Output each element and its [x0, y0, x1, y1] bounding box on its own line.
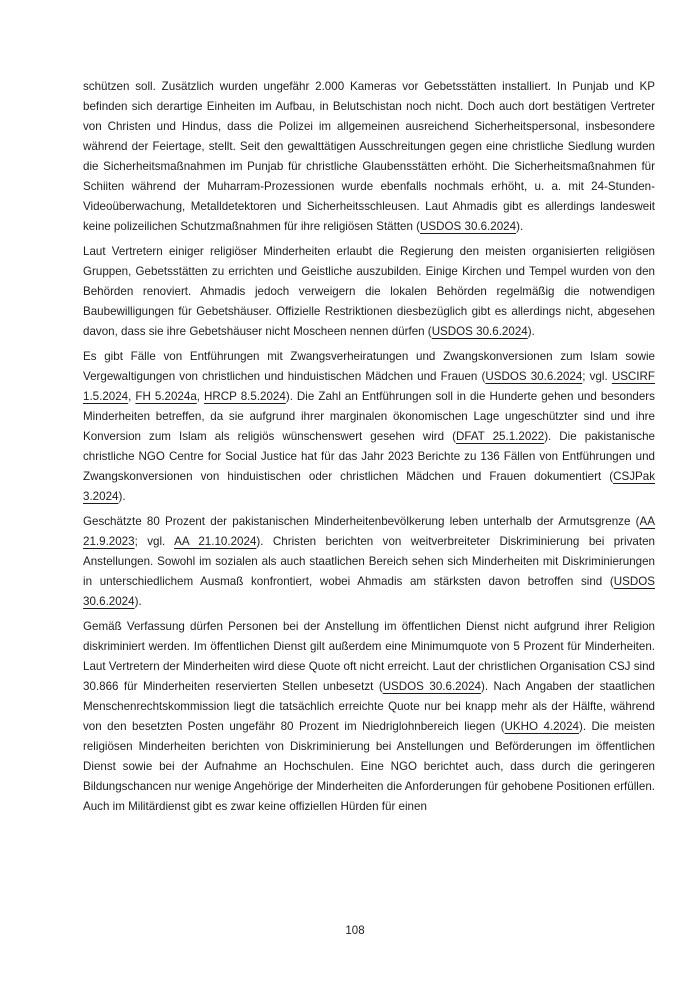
paragraph [83, 512, 655, 612]
paragraph [83, 77, 655, 237]
paragraph [83, 347, 655, 507]
citation-link[interactable]: AA 21.10.2024 [174, 535, 257, 548]
paragraph-text: ). [134, 595, 142, 608]
citation-link[interactable]: UKHO 4.2024 [504, 720, 579, 733]
paragraph-text: , [128, 390, 136, 403]
citation-link[interactable]: USCIRF 1.5.2024 [83, 370, 655, 403]
citation-link[interactable]: USDOS 30.6.2024 [485, 370, 583, 383]
paragraph-text: ). Die meisten religiösen Minderheiten berichten von Diskriminierung bei Anstellungen und Beförderungen im öffentlichen Dienst sowie bei der Aufnahme an Hochschulen. Eine NGO berichtet auch, dass durch die geringeren Bildungschancen nur wenige Angehörige der Minderheiten die Anforderungen für gehobene Positionen erfüllen. Auch im Militärdienst gibt es zwar keine offiziellen Hürden für einen [83, 720, 655, 813]
paragraph-text: Geschätzte 80 Prozent der pakistanischen Minderheitenbevölkerung leben unterhalb der Armutsgrenze ( [83, 515, 640, 528]
paragraph-text: ). [118, 490, 126, 503]
citation-link[interactable]: HRCP 8.5.2024 [204, 390, 286, 403]
citation-link[interactable]: USDOS 30.6.2024 [431, 325, 528, 338]
paragraph-text: ). Nach Angaben der staatlichen Menschenrechtskommission liegt die tatsächlich erreichte Quote nur bei knapp mehr als der Hälfte, während von den besetzten Posten ungefähr 80 Prozent im Niedriglohnbereich liegen ( [83, 680, 656, 733]
paragraph-text: ). Die Zahl an Entführungen soll in die Hunderte gehen und besonders Minderheiten betreffen, da sie aufgrund ihrer marginalen ökonomischen Lage ungeschützter sind und ihre Konversion zum Islam als religiös wünschenswert gesehen wird ( [83, 390, 655, 443]
paragraph [83, 242, 655, 342]
paragraph-text: ). [516, 220, 524, 233]
document-body [83, 77, 655, 822]
paragraph-text: Laut Vertretern einiger religiöser Minderheiten erlaubt die Regierung den meisten organisierten religiösen Gruppen, Gebetsstätten zu errichten und Geistliche auszubilden. Einige Kirchen und Tempel wurden von den Behörden renoviert. Ahmadis jedoch verweigern die lokalen Behörden regelmäßig die notwendigen Baubewilligungen für Gebetshäuser. Offizielle Restriktionen diesbezüglich gibt es allerdings nicht, abgesehen davon, dass sie ihre Gebetshäuser nicht Moscheen nennen dürfen ( [83, 245, 655, 338]
citation-link[interactable]: USDOS 30.6.2024 [420, 220, 517, 233]
paragraph-text: schützen soll. Zusätzlich wurden ungefähr 2.000 Kameras vor Gebetsstätten installiert. In Punjab und KP befinden sich derartige Einheiten im Aufbau, in Belutschistan noch nicht. Doch auch dort bestätigen Vertreter von Christen und Hindus, dass die Polizei im allgemeinen ausreichend Sicherheitspersonal, insbesondere während der Feiertage, stellt. Seit den gewalttätigen Ausschreitungen gegen eine christliche Siedlung wurden die Sicherheitsmaßnahmen im Punjab für christliche Glaubensstätten erhöht. Die Sicherheitsmaßnahmen für Schiiten während der Muharram-Prozessionen wurde ebenfalls nochmals erhöht, u. a. mit 24-Stunden-Videoüberwachung, Metalldetektoren und Sicherheitsschleusen. Laut Ahmadis gibt es allerdings landesweit keine polizeilichen Schutzmaßnahmen für ihre religiösen Stätten ( [83, 80, 655, 233]
paragraph-text: Es gibt Fälle von Entführungen mit Zwangsverheiratungen und Zwangskonversionen zum Islam sowie Vergewaltigungen von christlichen und hinduistischen Mädchen und Frauen ( [83, 350, 655, 383]
paragraph-text: Gemäß Verfassung dürfen Personen bei der Anstellung im öffentlichen Dienst nicht aufgrund ihrer Religion diskriminiert werden. Im öffentlichen Dienst gilt außerdem eine Minimumquote von 5 Prozent für Minderheiten. Laut Vertretern der Minderheiten wird diese Quote oft nicht erreicht. Laut der christlichen Organisation CSJ sind 30.866 für Minderheiten reservierten Stellen unbesetzt ( [83, 620, 655, 693]
paragraph-text: , [196, 390, 205, 403]
paragraph-text: ). [527, 325, 535, 338]
citation-link[interactable]: USDOS 30.6.2024 [83, 575, 655, 608]
paragraph-text: ). Christen berichten von weitverbreiteter Diskriminierung bei privaten Anstellungen. Sowohl im sozialen als auch staatlichen Bereich sehen sich Minderheiten mit Diskriminierungen in unterschiedlichem Ausmaß konfrontiert, wobei Ahmadis am stärksten davon betroffen sind ( [83, 535, 655, 588]
page-number: 108 [345, 925, 365, 937]
citation-link[interactable]: DFAT 25.1.2022 [456, 430, 545, 443]
citation-link[interactable]: AA 21.9.2023 [83, 515, 655, 548]
paragraph [83, 617, 655, 817]
citation-link[interactable]: CSJPak 3.2024 [83, 470, 655, 503]
paragraph-text: ; vgl. [582, 370, 612, 383]
paragraph-text: ). Die pakistanische christliche NGO Centre for Social Justice hat für das Jahr 2023 Berichte zu 136 Fällen von Entführungen und Zwangskonversionen von hinduistischen oder christlichen Mädchen und Frauen dokumentiert ( [83, 430, 655, 483]
citation-link[interactable]: USDOS 30.6.2024 [382, 680, 481, 693]
citation-link[interactable]: FH 5.2024a [135, 390, 197, 403]
paragraph-text: ; vgl. [134, 535, 175, 548]
